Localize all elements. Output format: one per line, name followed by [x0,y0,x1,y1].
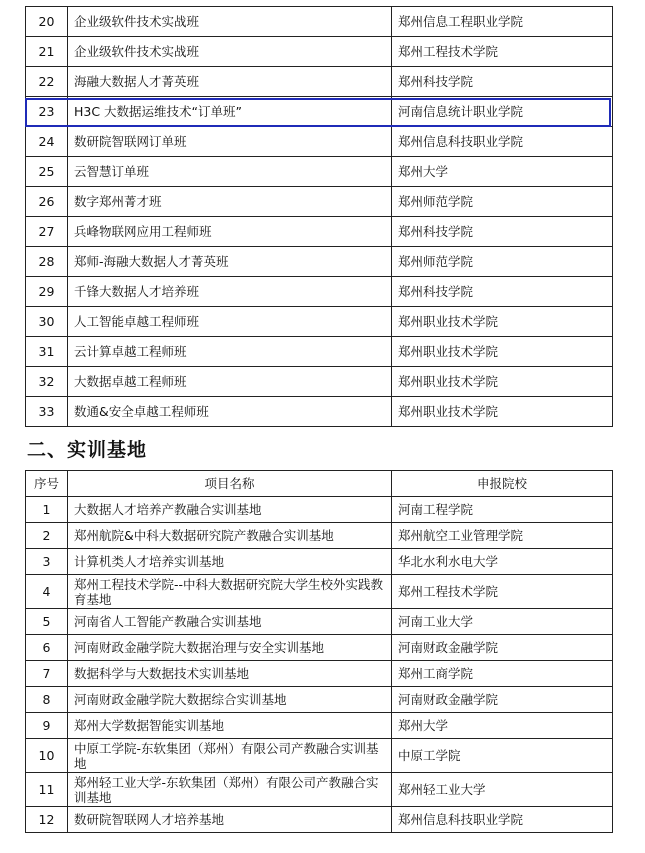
project-name: 千锋大数据人才培养班 [68,277,392,307]
school-name: 郑州师范学院 [392,187,613,217]
project-name: 计算机类人才培养实训基地 [68,549,392,575]
school-name: 河南财政金融学院 [392,635,613,661]
project-name: 企业级软件技术实战班 [68,7,392,37]
table-row [26,127,613,157]
table-row [26,337,613,367]
table-header [26,471,613,497]
project-name: 河南财政金融学院大数据综合实训基地 [68,687,392,713]
table-row [26,37,613,67]
row-number: 12 [26,807,68,833]
training-class-table [25,6,613,427]
table-row [26,247,613,277]
row-number: 11 [26,773,68,807]
header-row [26,471,613,497]
row-number: 5 [26,609,68,635]
school-name: 华北水利水电大学 [392,549,613,575]
project-name: 河南财政金融学院大数据治理与安全实训基地 [68,635,392,661]
training-class-table-body [26,7,613,427]
section-heading: 二、实训基地 [27,439,148,461]
row-number: 10 [26,739,68,773]
project-name: 兵峰物联网应用工程师班 [68,217,392,247]
row-number: 27 [26,217,68,247]
training-base-table [25,470,613,833]
school-name: 郑州师范学院 [392,247,613,277]
header-school: 申报院校 [392,471,613,497]
project-name: 郑州轻工业大学-东软集团（郑州）有限公司产教融合实训基地 [68,773,392,807]
school-name: 郑州工程技术学院 [392,575,613,609]
table-row [26,307,613,337]
table-row [26,67,613,97]
table-row [26,549,613,575]
table-row [26,187,613,217]
row-number: 25 [26,157,68,187]
table-row [26,497,613,523]
training-base-table-body [26,497,613,833]
school-name: 河南工业大学 [392,609,613,635]
school-name: 郑州信息工程职业学院 [392,7,613,37]
school-name: 郑州科技学院 [392,277,613,307]
school-name: 郑州轻工业大学 [392,773,613,807]
school-name: 郑州职业技术学院 [392,397,613,427]
row-number: 26 [26,187,68,217]
project-name: 大数据人才培养产教融合实训基地 [68,497,392,523]
header-project-name: 项目名称 [68,471,392,497]
school-name: 河南财政金融学院 [392,687,613,713]
table-row [26,661,613,687]
table-row [26,739,613,773]
project-name: 数据科学与大数据技术实训基地 [68,661,392,687]
table-row [26,773,613,807]
row-number: 4 [26,575,68,609]
school-name: 郑州工商学院 [392,661,613,687]
table-row [26,575,613,609]
school-name: 河南工程学院 [392,497,613,523]
row-number: 21 [26,37,68,67]
school-name: 郑州信息科技职业学院 [392,807,613,833]
project-name: 中原工学院-东软集团（郑州）有限公司产教融合实训基地 [68,739,392,773]
row-number: 31 [26,337,68,367]
school-name: 中原工学院 [392,739,613,773]
row-number: 22 [26,67,68,97]
table-row [26,523,613,549]
row-number: 2 [26,523,68,549]
project-name: 海融大数据人才菁英班 [68,67,392,97]
row-number: 23 [26,97,68,127]
school-name: 郑州大学 [392,157,613,187]
row-number: 29 [26,277,68,307]
school-name: 郑州工程技术学院 [392,37,613,67]
school-name: 郑州信息科技职业学院 [392,127,613,157]
school-name: 河南信息统计职业学院 [392,97,613,127]
table-row [26,609,613,635]
project-name: 郑州航院&中科大数据研究院产教融合实训基地 [68,523,392,549]
row-number: 32 [26,367,68,397]
table-row [26,397,613,427]
header-number: 序号 [26,471,68,497]
project-name: 大数据卓越工程师班 [68,367,392,397]
row-number: 24 [26,127,68,157]
table-row [26,713,613,739]
row-number: 28 [26,247,68,277]
row-number: 33 [26,397,68,427]
table-row [26,217,613,247]
school-name: 郑州大学 [392,713,613,739]
project-name: 云智慧订单班 [68,157,392,187]
table-row [26,7,613,37]
table-row [26,367,613,397]
row-number: 7 [26,661,68,687]
project-name: 河南省人工智能产教融合实训基地 [68,609,392,635]
table-row [26,157,613,187]
row-number: 1 [26,497,68,523]
school-name: 郑州职业技术学院 [392,337,613,367]
project-name: 企业级软件技术实战班 [68,37,392,67]
table-row [26,277,613,307]
table-row-highlighted [26,97,613,127]
project-name: 郑州工程技术学院--中科大数据研究院大学生校外实践教育基地 [68,575,392,609]
project-name: 数研院智联网订单班 [68,127,392,157]
project-name: 郑师-海融大数据人才菁英班 [68,247,392,277]
row-number: 8 [26,687,68,713]
project-name: 数研院智联网人才培养基地 [68,807,392,833]
project-name: 数字郑州菁才班 [68,187,392,217]
project-name: 数通&安全卓越工程师班 [68,397,392,427]
school-name: 郑州航空工业管理学院 [392,523,613,549]
project-name: H3C 大数据运维技术“订单班” [68,97,392,127]
table-row [26,687,613,713]
row-number: 3 [26,549,68,575]
project-name: 云计算卓越工程师班 [68,337,392,367]
project-name: 郑州大学数据智能实训基地 [68,713,392,739]
school-name: 郑州职业技术学院 [392,367,613,397]
project-name: 人工智能卓越工程师班 [68,307,392,337]
row-number: 30 [26,307,68,337]
school-name: 郑州科技学院 [392,217,613,247]
school-name: 郑州科技学院 [392,67,613,97]
row-number: 20 [26,7,68,37]
row-number: 9 [26,713,68,739]
row-number: 6 [26,635,68,661]
table-row [26,807,613,833]
table-row [26,635,613,661]
school-name: 郑州职业技术学院 [392,307,613,337]
